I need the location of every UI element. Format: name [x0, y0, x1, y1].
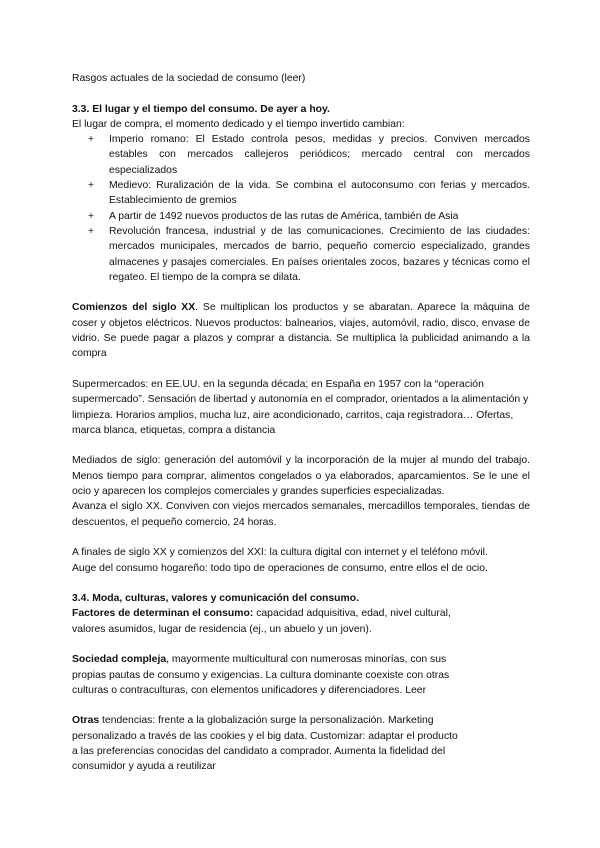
section-3-3-heading: 3.3. El lugar y el tiempo del consumo. De ayer a hoy.: [72, 103, 330, 115]
finales-line-1: A finales de siglo XX y comienzos del XXI: la cultura digital con internet y el teléfono móvil.: [72, 547, 488, 559]
bullet-marker: +: [88, 210, 95, 222]
otras-bold: Otras: [72, 715, 100, 727]
document-page: [72, 71, 530, 775]
sociedad-line-3: culturas o contraculturas, con elementos unificadores y diferenciadores. Leer: [72, 684, 427, 696]
siglo-xx-bold: Comienzos del siglo XX: [72, 302, 196, 314]
factores-line-2: valores asumidos, lugar de residencia (ej., un abuelo y un joven).: [72, 623, 372, 635]
spacer: [72, 576, 530, 591]
list-item: [72, 224, 530, 285]
otras-line-2: personalizado a través de las cookies y el big data. Customizar: adaptar el producto: [72, 730, 458, 742]
mediados-paragraph: Mediados de siglo: generación del automóvil y la incorporación de la mujer al mundo del trabajo. Menos tiempo para comprar, alimentos congelados o ya elaborados, aparcamientos. Se le une el ocio y aparecen los complejos comerciales y grandes superficies especializadas.: [72, 455, 530, 498]
list-item-text: A partir de 1492 nuevos productos de las rutas de América, también de Asia: [109, 210, 459, 222]
spacer: [72, 530, 530, 545]
history-list: [72, 132, 530, 285]
siglo-xx-paragraph: [72, 300, 530, 361]
siglo-xx-text: . Se multiplican los productos y se abaratan. Aparece la máquina de coser y objetos eléctricos. Nuevos productos: balnearios, viajes, automóvil, radio, disco, envase de vidrio. Se puede pagar a plazos y comprar a distancia. Se multiplica la publicidad animando a la compra: [72, 302, 530, 360]
bullet-marker: +: [88, 134, 95, 146]
intro-line: Rasgos actuales de la sociedad de consumo (leer): [72, 73, 306, 84]
list-item-text: Medievo: Ruralización de la vida. Se combina el autoconsumo con ferias y mercados. Establecimiento de gremios: [109, 180, 530, 207]
list-item-text: Revolución francesa, industrial y de las comunicaciones. Crecimiento de las ciudades: mercados municipales, mercados de barrio, pequeño comercio especializado, grandes almacenes y pasajes comerciales. En países orientales zocos, bazares y técnicas como el regateo. El tiempo de la compra se dilata.: [109, 225, 530, 283]
otras-text: tendencias: frente a la globalización surge la personalización. Marketing: [99, 715, 434, 727]
spacer: [72, 86, 530, 101]
factores-line-1: [72, 606, 530, 621]
factores-bold: Factores de determinan el consumo:: [72, 608, 254, 620]
factores-text: capacidad adquisitiva, edad, nivel cultural,: [253, 608, 451, 620]
supermercados-paragraph: Supermercados: en EE.UU. en la segunda década; en España en 1957 con la “operación supermercado”. Sensación de libertad y autonomía en el comprador, orientados a la alimentación y limpieza. Horarios amplios, mucha luz, aire acondicionado, carritos, caja registradora… Ofertas, marca blanca, etiquetas, compra a distancia: [72, 378, 529, 436]
list-item: [72, 178, 530, 209]
finales-line-2: Auge del consumo hogareño: todo tipo de operaciones de consumo, entre ellos el de ocio.: [72, 562, 488, 574]
sociedad-bold: Sociedad compleja: [72, 654, 167, 666]
spacer: [72, 362, 530, 377]
sociedad-text: , mayormente multicultural con numerosas minorías, con sus: [166, 654, 447, 666]
avanza-paragraph: Avanza el siglo XX. Conviven con viejos mercados semanales, mercadillos temporales, tiendas de descuentos, el pequeño comercio, 24 horas.: [72, 501, 530, 528]
list-item-text: Imperio romano: El Estado controla pesos, medidas y precios. Conviven mercados estables con mercados callejeros periódicos; mercado central con mercados especializados: [109, 134, 530, 176]
section-3-3-lead: El lugar de compra, el momento dedicado y el tiempo invertido cambian:: [72, 118, 405, 130]
sociedad-line-2: propias pautas de consumo y exigencias. La cultura dominante coexiste con otras: [72, 669, 450, 681]
otras-line-1: [72, 713, 530, 728]
spacer: [72, 698, 530, 713]
section-3-4-heading: 3.4. Moda, culturas, valores y comunicación del consumo.: [72, 593, 359, 605]
otras-line-4: consumidor y ayuda a reutilizar: [72, 761, 216, 773]
list-item: [72, 132, 530, 178]
spacer: [72, 637, 530, 652]
list-item: [72, 209, 530, 224]
bullet-marker: +: [88, 180, 95, 192]
sociedad-line-1: [72, 652, 530, 667]
spacer: [72, 438, 530, 453]
spacer: [72, 285, 530, 300]
bullet-marker: +: [88, 225, 95, 237]
otras-line-3: a las preferencias conocidas del candidato a comprador. Aumenta la fidelidad del: [72, 746, 446, 758]
